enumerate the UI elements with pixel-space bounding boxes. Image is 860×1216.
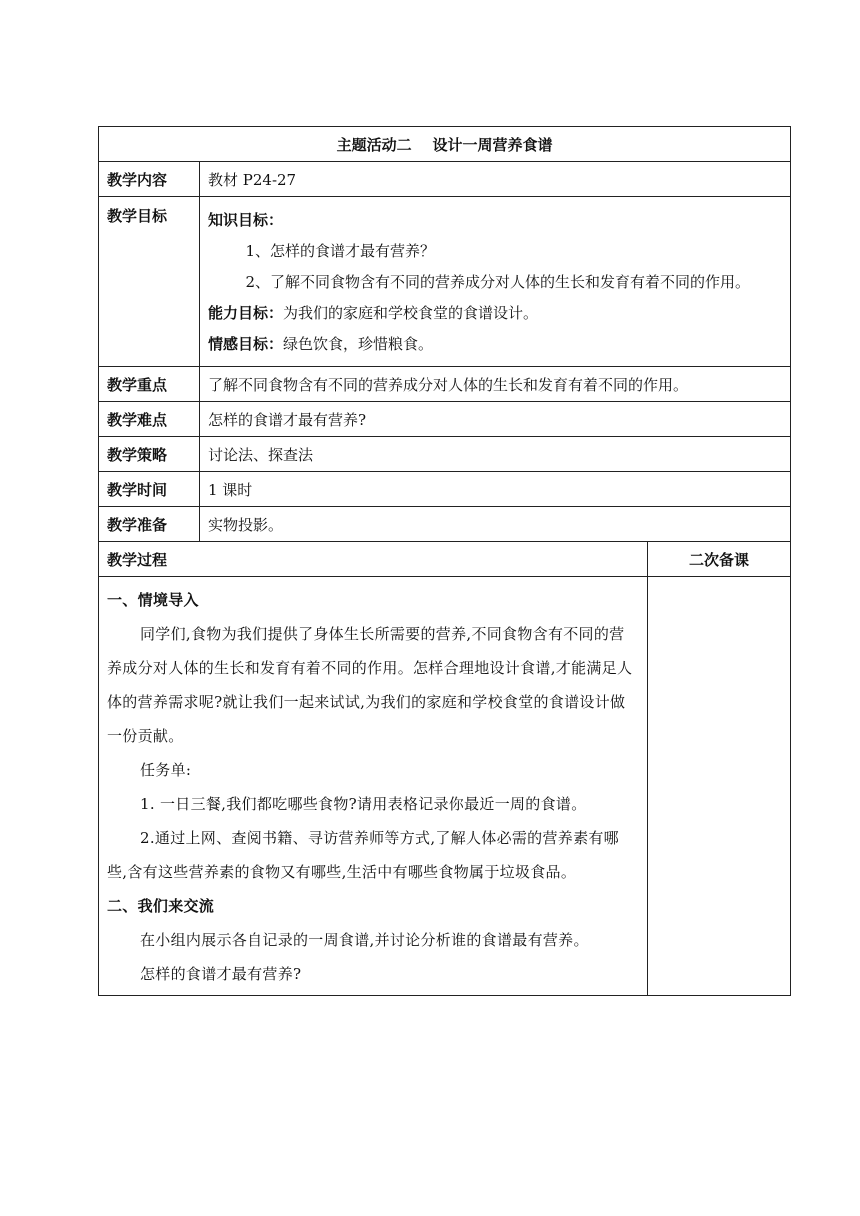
process-header-row [99, 542, 791, 577]
knowledge-item-2: 2、了解不同食物含有不同的营养成分对人体的生长和发育有着不同的作用。 [245, 273, 751, 291]
ability-goal [208, 298, 782, 329]
section2-question: 怎样的食谱才最有营养? [140, 965, 302, 983]
task-item-2: 2.通过上网、查阅书籍、寻访营养师等方式,了解人体必需的营养素有哪些,含有这些营养素的食物又有哪些,生活中有哪些食物属于垃圾食品。 [107, 829, 619, 881]
time-row [99, 472, 791, 507]
section1-text: 同学们,食物为我们提供了身体生长所需要的营养,不同食物含有不同的营养成分对人体的生长和发育有着不同的作用。怎样合理地设计食谱,才能满足人体的营养需求呢?就让我们一起来试试,为我们的家庭和学校食堂的食谱设计做一份贡献。 [107, 625, 633, 745]
knowledge-item-1: 1、怎样的食谱才最有营养？ [245, 242, 436, 260]
lesson-plan-table [98, 126, 791, 996]
time-label: 教学时间 [99, 472, 200, 507]
goals-content [200, 197, 791, 367]
prep-value: 实物投影。 [200, 507, 791, 542]
process-content [99, 577, 648, 996]
ability-text: 为我们的家庭和学校食堂的食谱设计。 [283, 304, 539, 322]
strategy-row [99, 437, 791, 472]
difficulty-row [99, 402, 791, 437]
knowledge-label: 知识目标： [208, 211, 284, 229]
page-title: 主题活动二 设计一周营养食谱 [99, 127, 791, 162]
process-body-row [99, 577, 791, 996]
prep-row [99, 507, 791, 542]
goals-row [99, 197, 791, 367]
goals-label: 教学目标 [99, 197, 200, 367]
task-label: 任务单: [140, 761, 192, 779]
prep-label: 教学准备 [99, 507, 200, 542]
notes-header: 二次备课 [648, 542, 791, 577]
key-point-value: 了解不同食物含有不同的营养成分对人体的生长和发育有着不同的作用。 [200, 367, 791, 402]
emotion-label: 情感目标： [208, 335, 284, 353]
ability-label: 能力目标： [208, 304, 284, 322]
process-header: 教学过程 [99, 542, 648, 577]
key-point-row [99, 367, 791, 402]
content-value: 教材 P24-27 [200, 162, 791, 197]
content-row [99, 162, 791, 197]
notes-cell [648, 577, 791, 996]
section2-title: 二、我们来交流 [107, 897, 215, 915]
title-row [99, 127, 791, 162]
content-label: 教学内容 [99, 162, 200, 197]
section1-title: 一、情境导入 [107, 591, 199, 609]
strategy-value: 讨论法、探查法 [200, 437, 791, 472]
task-item-1: 1. 一日三餐,我们都吃哪些食物?请用表格记录你最近一周的食谱。 [140, 795, 587, 813]
time-value: 1 课时 [200, 472, 791, 507]
key-point-label: 教学重点 [99, 367, 200, 402]
section2-text: 在小组内展示各自记录的一周食谱,并讨论分析谁的食谱最有营养。 [140, 931, 589, 949]
strategy-label: 教学策略 [99, 437, 200, 472]
lesson-plan-sheet [98, 126, 790, 996]
difficulty-label: 教学难点 [99, 402, 200, 437]
emotion-goal [208, 329, 782, 360]
difficulty-value: 怎样的食谱才最有营养? [200, 402, 791, 437]
emotion-text: 绿色饮食，珍惜粮食。 [283, 335, 434, 353]
